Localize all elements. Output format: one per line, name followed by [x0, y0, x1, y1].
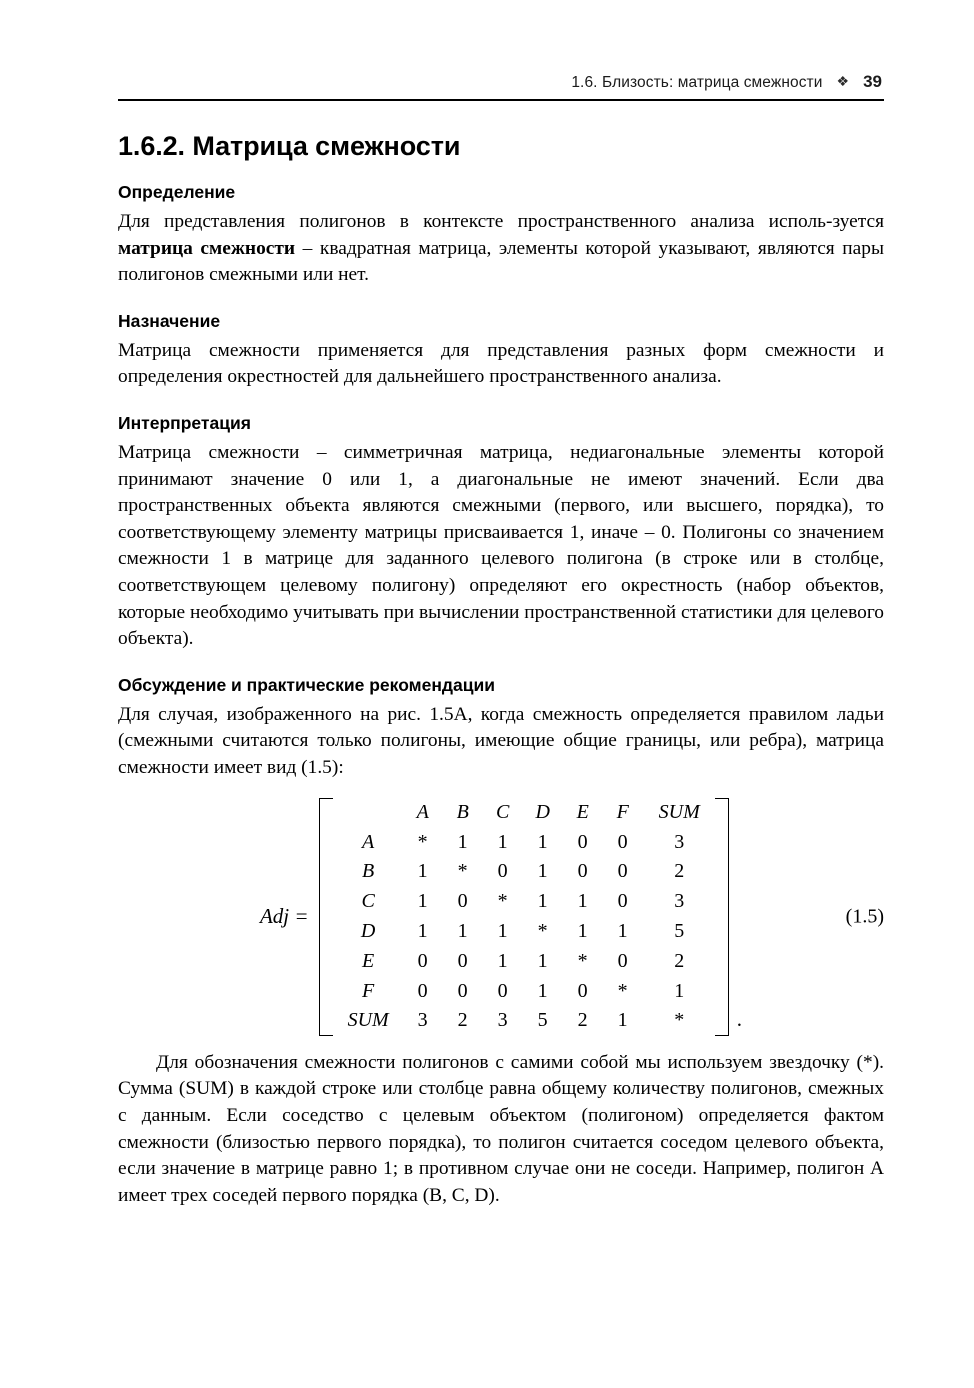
- matrix-cell: 0: [617, 890, 628, 913]
- matrix-cell: 1: [537, 830, 548, 853]
- matrix-row-header: SUM: [347, 1009, 389, 1032]
- matrix-cell: 1: [417, 920, 428, 943]
- paragraph-after-formula: Для обозначения смежности полигонов с самими собой мы используем звездочку (*). Сумма (SUM) в каждой строке или столбце равна общему количеству полигонов, смежных с данным. Если соседство с целевым объектом (полигоном) определяется фактом смежности (близостью первого порядка), то полигон считается соседом целевого объекта, если значение в матрице равно 1; в противном случае они не соседи. Например, полигон A имеет трех соседей первого порядка (B, C, D).: [118, 1051, 884, 1206]
- matrix-header-row: [339, 798, 709, 828]
- heading-purpose: Назначение: [118, 310, 221, 331]
- matrix-cell: 1: [577, 920, 588, 943]
- matrix-column-header: SUM: [658, 800, 700, 823]
- matrix-row: [339, 827, 709, 857]
- matrix-cell: 0: [577, 830, 588, 853]
- matrix-cell: 0: [417, 949, 428, 972]
- matrix-cell: 0: [417, 979, 428, 1002]
- matrix-cell: *: [577, 949, 588, 972]
- matrix-column-header: C: [496, 800, 510, 823]
- formula-adjacency-matrix: [118, 798, 884, 1036]
- matrix-column-header: E: [576, 800, 589, 823]
- matrix-cell: 1: [537, 860, 548, 883]
- matrix-cell: 0: [617, 860, 628, 883]
- paragraph-definition: [118, 209, 884, 289]
- diamond-ornament-icon: ❖: [836, 73, 850, 89]
- matrix-cell: 3: [497, 1009, 508, 1032]
- matrix-column-header: B: [456, 800, 469, 823]
- page-title: 1.6.2. Матрица смежности: [118, 131, 461, 161]
- page-number: 39: [863, 72, 882, 91]
- matrix-row: [339, 917, 709, 947]
- matrix-cell: 1: [537, 890, 548, 913]
- matrix-cell: 5: [537, 1009, 548, 1032]
- equation-number: (1.5): [845, 905, 884, 928]
- matrix-column-header: D: [535, 800, 550, 823]
- matrix-cell: 1: [577, 890, 588, 913]
- right-bracket-icon: [715, 798, 729, 1036]
- formula-trailing-punctuation: .: [736, 1006, 743, 1031]
- matrix-cell: 1: [674, 979, 685, 1002]
- matrix-cell: 0: [577, 979, 588, 1002]
- matrix-row: [339, 976, 709, 1006]
- matrix-cell: 0: [457, 979, 468, 1002]
- matrix-cell: 1: [417, 890, 428, 913]
- matrix-row-header: A: [362, 830, 375, 853]
- matrix-cell: 2: [577, 1009, 588, 1032]
- matrix-cell: 3: [417, 1009, 428, 1032]
- matrix-row-header: C: [361, 890, 375, 913]
- matrix-column-header: A: [416, 800, 429, 823]
- matrix-cell: 0: [497, 860, 508, 883]
- matrix-cell: 3: [674, 890, 685, 913]
- matrix-cell: 0: [577, 860, 588, 883]
- definition-text-part2: – квадратная матрица, элементы которой указывают, являются пары полигонов смежными или нет.: [118, 237, 884, 286]
- matrix-cell: 1: [457, 830, 468, 853]
- matrix-cell: *: [537, 920, 548, 943]
- left-bracket-icon: [319, 798, 333, 1036]
- matrix-row-header: D: [360, 920, 376, 943]
- definition-text-part1: Для представления полигонов в контексте пространственного анализа исполь-зуется: [118, 211, 884, 232]
- matrix-cell: 1: [417, 860, 428, 883]
- matrix-cell: 1: [617, 1009, 628, 1032]
- paragraph-interpretation: Матрица смежности – симметричная матрица, недиагональные элементы которой принимают значение 0 или 1, а диагональные не имеют значений. Если два пространственных объекта являются смежными (первого, или высшего, порядка), то соответствующему элементу матрицы присваивается 1, иначе – 0. Полигоны со значением смежности 1 в матрице для заданного целевого полигона (в строке или в столбце, соответствующем целевому полигону) определяют его окрестность (набор объектов, которые необходимо учитывать при вычислении пространственной статистики для целевого объекта).: [118, 441, 884, 650]
- matrix-cell: *: [457, 860, 468, 883]
- matrix-row-header: F: [362, 979, 375, 1002]
- adjacency-matrix-table: [339, 798, 709, 1036]
- paragraph-purpose: Матрица смежности применяется для представления разных форм смежности и определения окрестностей для дальнейшего пространственного анализа.: [118, 339, 884, 388]
- matrix-cell: 0: [497, 979, 508, 1002]
- matrix-column-header: F: [616, 800, 629, 823]
- running-head-title: 1.6. Близость: матрица смежности: [571, 74, 823, 91]
- matrix-cell: 0: [617, 830, 628, 853]
- matrix-cell: *: [674, 1009, 685, 1032]
- matrix-row-header: E: [362, 949, 375, 972]
- matrix-cell: 1: [457, 920, 468, 943]
- matrix-row: [339, 887, 709, 917]
- matrix-cell: 1: [537, 949, 548, 972]
- matrix-corner-cell: [339, 798, 403, 828]
- matrix-cell: 0: [457, 949, 468, 972]
- matrix-cell: *: [617, 979, 628, 1002]
- matrix-cell: 2: [457, 1009, 468, 1032]
- matrix-cell: *: [417, 830, 428, 853]
- definition-term: матрица смежности: [118, 237, 296, 259]
- matrix-cell: 1: [617, 920, 628, 943]
- matrix-cell: *: [497, 890, 508, 913]
- paragraph-discussion: Для случая, изображенного на рис. 1.5A, когда смежность определяется правилом ладьи (смежными считаются только полигоны, имеющие общие границы, или ребра), матрица смежности имеет вид (1.5):: [118, 703, 884, 778]
- matrix-cell: 1: [497, 920, 508, 943]
- matrix-cell: 2: [674, 860, 685, 883]
- matrix-cell: 1: [497, 830, 508, 853]
- matrix-row: [339, 1006, 709, 1036]
- matrix-cell: 3: [674, 830, 685, 853]
- heading-interpretation: Интерпретация: [118, 412, 251, 433]
- heading-discussion: Обсуждение и практические рекомендации: [118, 674, 496, 695]
- matrix-row: [339, 857, 709, 887]
- heading-definition: Определение: [118, 182, 236, 202]
- matrix-cell: 1: [537, 979, 548, 1002]
- running-head: [118, 72, 884, 99]
- formula-content: [118, 798, 884, 1036]
- formula-label: Adj =: [259, 904, 309, 929]
- matrix-row-header: B: [362, 860, 375, 883]
- matrix-cell: 5: [674, 920, 685, 943]
- matrix-cell: 0: [617, 949, 628, 972]
- matrix-cell: 0: [457, 890, 468, 913]
- header-divider: [118, 99, 884, 101]
- matrix-cell: 2: [674, 949, 685, 972]
- matrix-cell: 1: [497, 949, 508, 972]
- matrix-row: [339, 946, 709, 976]
